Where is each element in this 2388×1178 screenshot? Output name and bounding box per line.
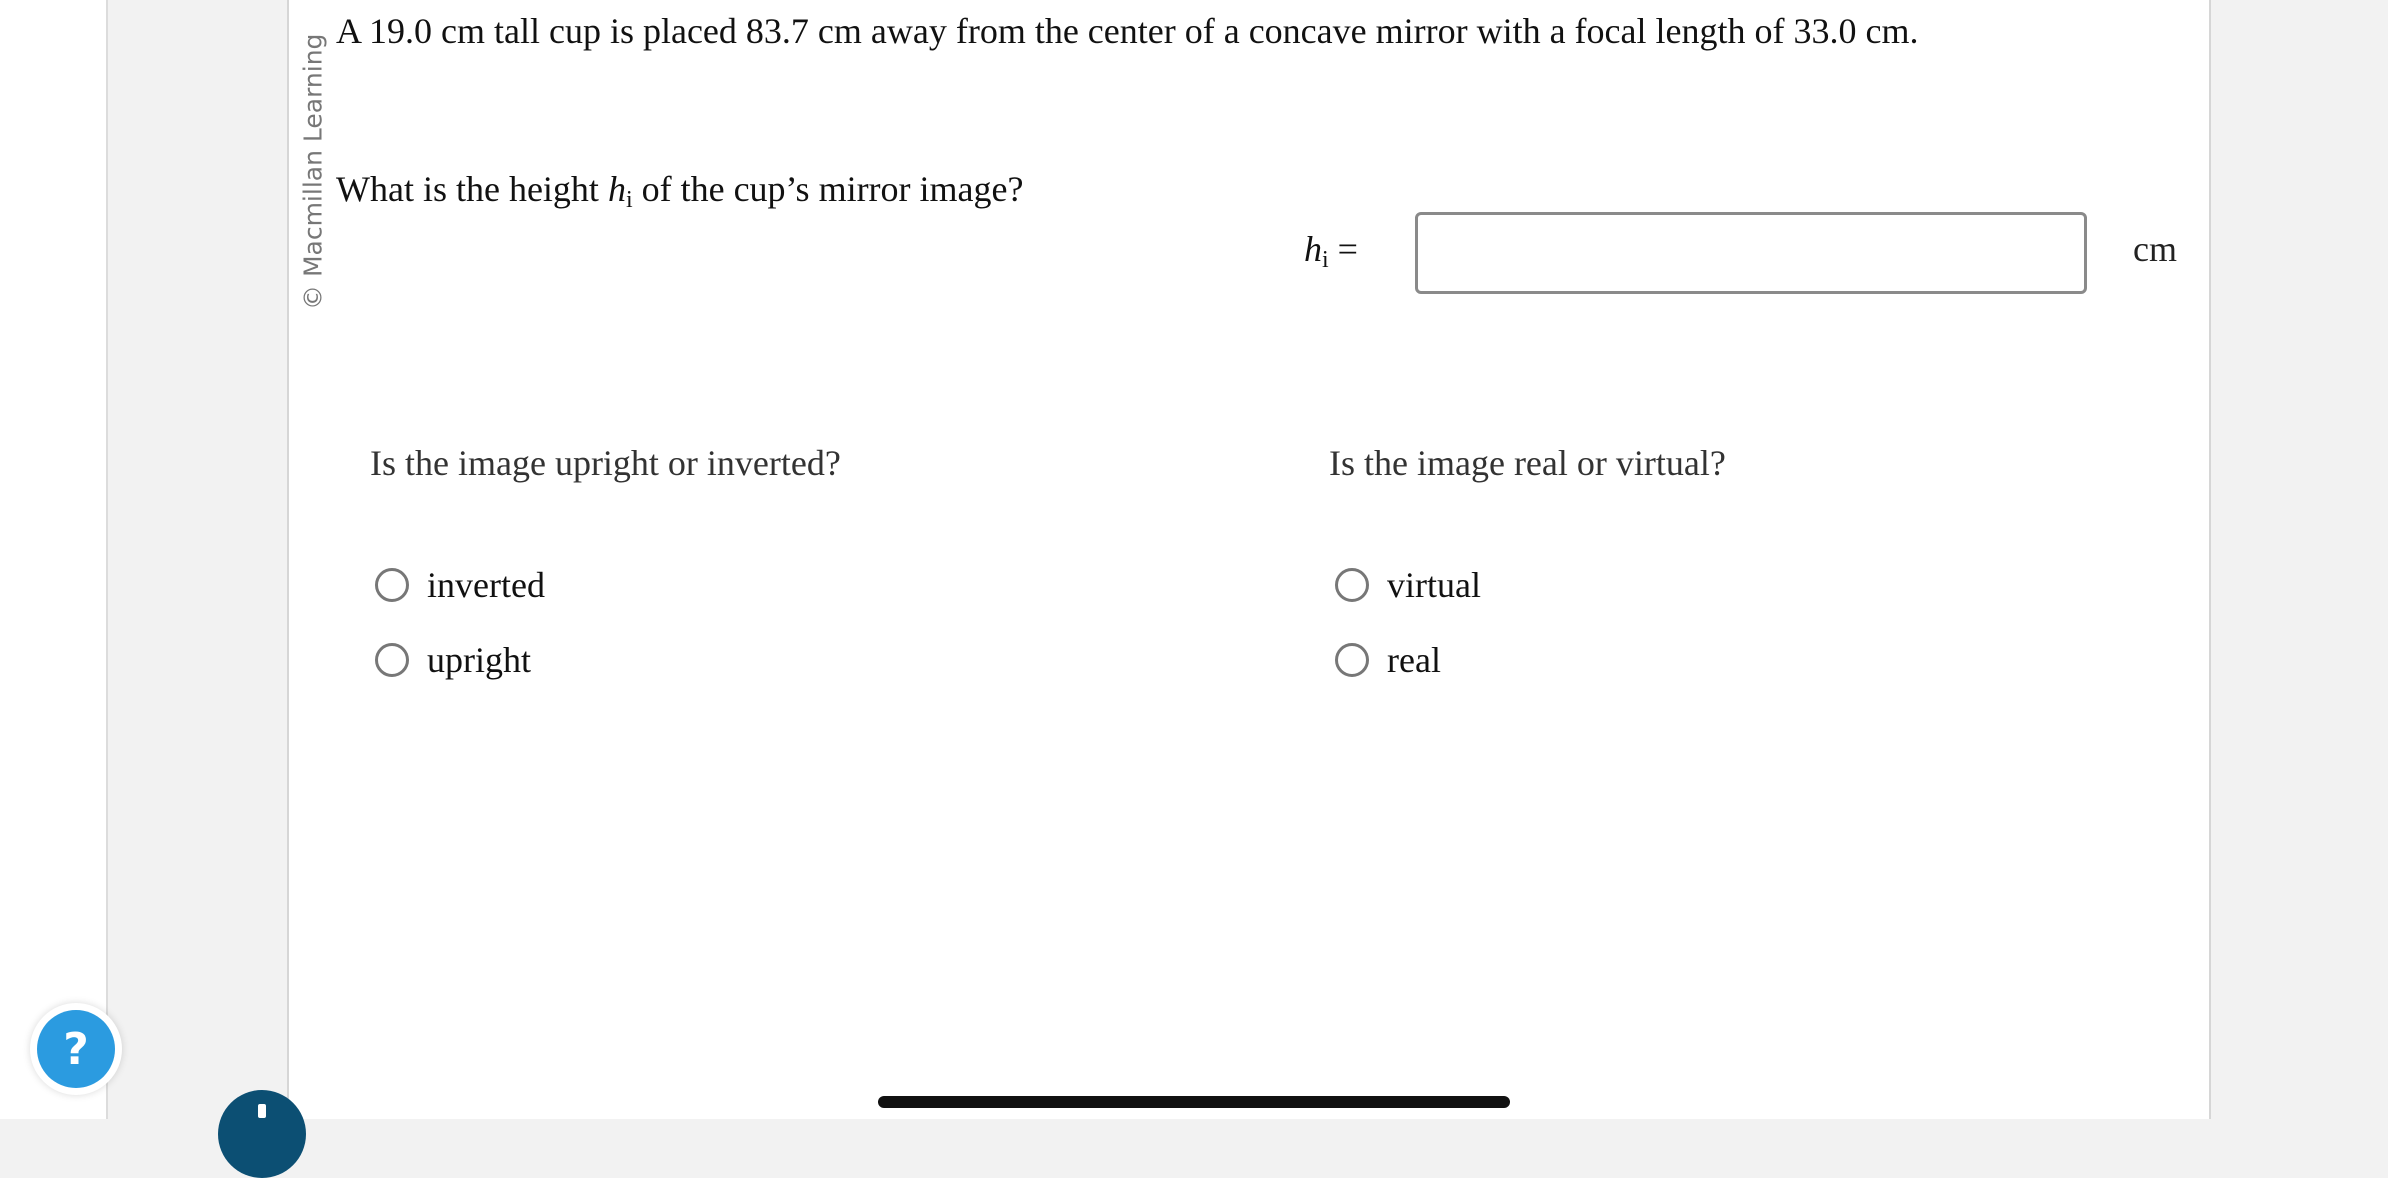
height-answer-input[interactable] [1415, 212, 2087, 294]
radio-upright[interactable] [375, 643, 409, 677]
option-inverted-label: inverted [427, 565, 545, 605]
option-real[interactable] [1335, 635, 1441, 685]
problem-statement: A 19.0 cm tall cup is placed 83.7 cm away from the center of a concave mirror with a focal length of 33.0 cm. [336, 11, 1919, 51]
answer-equals: = [1328, 229, 1358, 269]
orientation-question-prompt: Is the image upright or inverted? [370, 443, 841, 483]
home-indicator-bar [878, 1096, 1510, 1108]
copyright-notice [298, 30, 328, 310]
question-post: of the cup’s mirror image? [632, 169, 1024, 209]
answer-label [1304, 228, 1358, 274]
image-type-question-prompt: Is the image real or virtual? [1329, 443, 1726, 483]
question-variable: h [607, 169, 626, 209]
answer-variable: h [1304, 229, 1322, 269]
option-upright-label: upright [427, 640, 531, 680]
plus-icon [258, 1104, 266, 1118]
option-upright[interactable] [375, 635, 531, 685]
help-button-wrapper [30, 1003, 122, 1095]
answer-unit: cm [2133, 229, 2177, 269]
answer-subscript: i [1322, 247, 1329, 273]
copyright-text: © Macmillan Learning [298, 33, 328, 310]
radio-virtual[interactable] [1335, 568, 1369, 602]
question-text [336, 168, 1023, 214]
radio-real[interactable] [1335, 643, 1369, 677]
radio-inverted[interactable] [375, 568, 409, 602]
option-real-label: real [1387, 640, 1441, 680]
question-pre: What is the height [336, 169, 608, 209]
option-inverted[interactable] [375, 560, 545, 610]
help-button[interactable]: ? [37, 1010, 115, 1088]
floating-action-button[interactable] [218, 1090, 306, 1178]
question-subscript: i [625, 187, 633, 213]
left-gutter [0, 0, 108, 1119]
option-virtual[interactable] [1335, 560, 1481, 610]
option-virtual-label: virtual [1387, 565, 1481, 605]
